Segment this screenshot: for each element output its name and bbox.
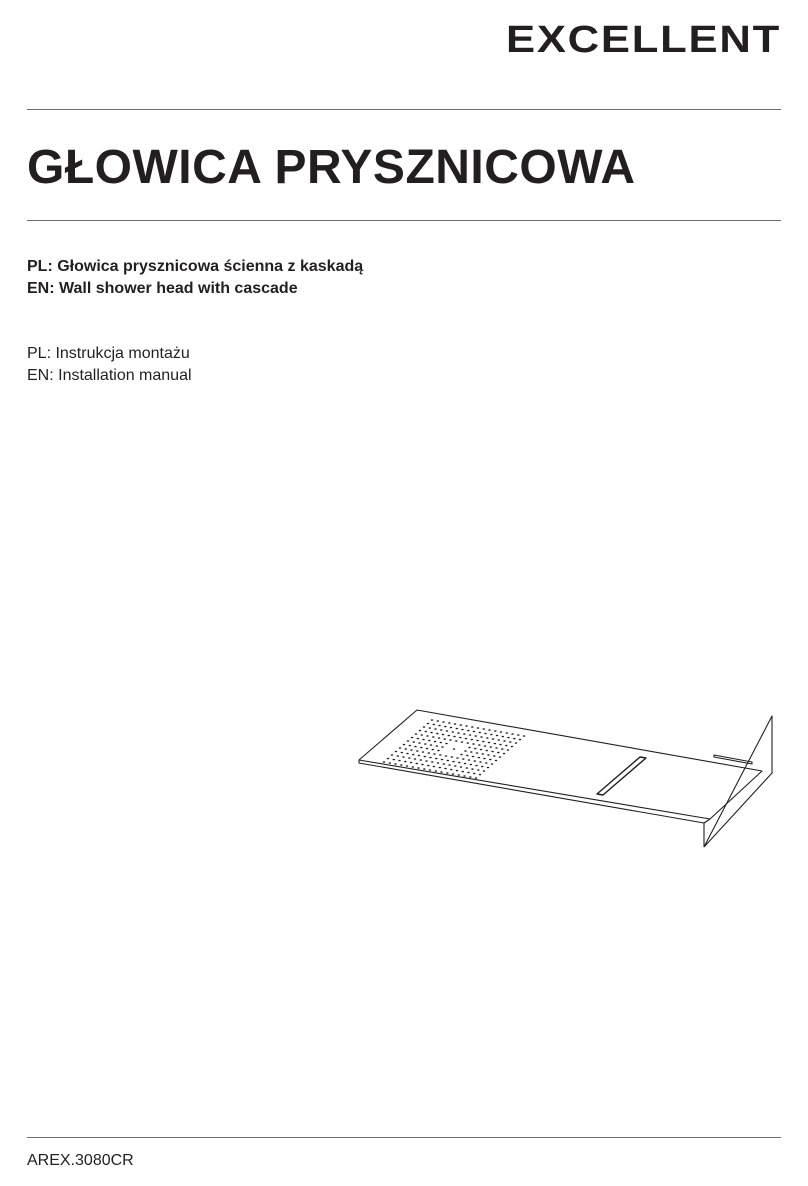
nozzle [425,731,428,733]
nozzle [493,755,496,757]
nozzle [496,735,499,737]
nozzle [456,770,459,772]
nozzle [403,744,406,746]
nozzle [421,764,424,766]
nozzle [437,750,440,752]
nozzle [422,739,425,741]
nozzle [460,766,463,768]
nozzle [415,733,418,735]
nozzle [471,739,474,741]
nozzle [469,776,472,778]
nozzle [495,747,498,749]
nozzle [478,757,481,759]
nozzle [397,755,400,757]
brand-logo-text: EXCELLENT [506,19,781,59]
nozzle [476,740,479,742]
nozzle [414,758,417,760]
nozzle [430,744,433,746]
nozzle [391,754,394,756]
nozzle [505,745,508,747]
nozzle [494,730,497,732]
nozzle [460,754,463,756]
nozzle [400,764,403,766]
nozzle [444,738,447,740]
nozzle [477,727,480,729]
nozzle [451,756,454,758]
nozzle [460,724,463,726]
divider-title [27,220,781,221]
nozzle [455,740,458,742]
nozzle [427,765,430,767]
nozzle [484,733,487,735]
product-name-pl: PL: Głowica prysznicowa ścienna z kaskadą [27,258,364,275]
nozzle [439,754,442,756]
nozzle [410,749,413,751]
nozzle [402,756,405,758]
nozzle [439,767,442,769]
cascade-slot [597,757,646,795]
nozzle [476,752,479,754]
nozzle [414,746,417,748]
nozzle [486,737,489,739]
page-title: GŁOWICA PRYSZNICOWA [27,141,636,194]
nozzle [479,774,482,776]
nozzle [475,777,478,779]
nozzle [501,748,504,750]
nozzle [418,742,421,744]
nozzle [461,741,464,743]
nozzle [462,771,465,773]
nozzle [466,755,469,757]
nozzle [394,763,397,765]
nozzle [387,758,390,760]
nozzle [500,731,503,733]
nozzle [410,762,413,764]
nozzle [416,750,419,752]
nozzle [442,734,445,736]
wall-connector [714,755,752,764]
nozzle [465,738,468,740]
nozzle [408,757,411,759]
nozzle [424,756,427,758]
nozzle [445,743,448,745]
panel-front-edge [359,760,710,823]
nozzle [507,737,510,739]
nozzle [464,750,467,752]
nozzle [471,726,474,728]
nozzle [409,745,412,747]
nozzle [488,742,491,744]
nozzle [469,734,472,736]
nozzle [491,751,494,753]
nozzle [420,747,423,749]
nozzle [445,755,448,757]
nozzle [422,751,425,753]
nozzle [473,773,476,775]
nozzle [440,729,443,731]
nozzle [482,753,485,755]
nozzle [448,764,451,766]
nozzle [499,744,502,746]
nozzle [437,762,440,764]
nozzle [465,725,468,727]
nozzle [417,738,420,740]
nozzle [433,753,436,755]
nozzle [463,775,466,777]
nozzle [480,736,483,738]
nozzle [475,735,478,737]
nozzle [464,763,467,765]
brand-logo [506,19,781,59]
nozzle [462,758,465,760]
nozzle [393,759,396,761]
nozzle [479,761,482,763]
nozzle-grid [383,719,526,779]
nozzle [511,746,514,748]
divider-bottom [27,1137,781,1138]
nozzle [423,726,426,728]
nozzle [440,742,443,744]
nozzle [497,752,500,754]
nozzle [447,760,450,762]
nozzle [461,729,464,731]
nozzle [404,761,407,763]
nozzle [411,737,414,739]
nozzle [507,749,510,751]
nozzle [395,751,398,753]
nozzle [438,725,441,727]
nozzle [424,743,427,745]
nozzle [418,755,421,757]
nozzle [467,730,470,732]
nozzle [494,743,497,745]
nozzle [405,748,408,750]
nozzle [466,767,469,769]
nozzle [434,728,437,730]
nozzle [435,770,438,772]
nozzle [471,768,474,770]
nozzle [432,736,435,738]
nozzle [454,765,457,767]
nozzle [473,731,476,733]
nozzle [502,736,505,738]
nozzle [490,746,493,748]
nozzle [474,748,477,750]
nozzle [426,735,429,737]
nozzle [468,759,471,761]
nozzle [495,760,498,762]
nozzle [490,734,493,736]
nozzle [513,738,516,740]
nozzle [435,758,438,760]
nozzle [441,746,444,748]
nozzle [480,749,483,751]
nozzle [448,722,451,724]
nozzle [452,731,455,733]
nozzle [429,757,432,759]
nozzle [438,737,441,739]
nozzle [441,759,444,761]
nozzle [444,726,447,728]
nozzle [470,751,473,753]
nozzle [444,768,447,770]
nozzle [482,741,485,743]
nozzle [509,741,512,743]
nozzle [515,742,518,744]
nozzle [479,732,482,734]
nozzle [412,766,415,768]
nozzle [449,739,452,741]
nozzle [434,741,437,743]
nozzle [421,734,424,736]
nozzle [452,773,455,775]
nozzle [436,733,439,735]
nozzle [499,756,502,758]
nozzle [450,727,453,729]
nozzle [483,770,486,772]
nozzle [472,756,475,758]
nozzle [463,733,466,735]
panel-top [359,710,762,819]
nozzle [419,730,422,732]
nozzle [503,740,506,742]
manual-type-pl: PL: Instrukcja montażu [27,345,190,362]
nozzle [488,729,491,731]
nozzle [487,754,490,756]
nozzle [437,720,440,722]
nozzle [519,739,522,741]
nozzle [416,763,419,765]
nozzle [431,761,434,763]
nozzle [448,735,451,737]
nozzle [430,732,433,734]
manual-type-en: EN: Installation manual [27,367,192,384]
nozzle [431,719,434,721]
divider-top [27,109,781,110]
nozzle [454,723,457,725]
nozzle [383,761,386,763]
nozzle [399,747,402,749]
nozzle [511,733,514,735]
nozzle [468,747,471,749]
nozzle [453,736,456,738]
nozzle [483,728,486,730]
nozzle [428,752,431,754]
nozzle [459,737,462,739]
nozzle [452,761,455,763]
nozzle [492,738,495,740]
nozzle [446,730,449,732]
nozzle [407,740,410,742]
nozzle [428,740,431,742]
nozzle [523,735,526,737]
nozzle [423,768,426,770]
nozzle [406,765,409,767]
nozzle [503,753,506,755]
wall-plate [704,716,772,847]
nozzle [443,763,446,765]
nozzle [472,743,475,745]
nozzle [458,774,461,776]
product-code: AREX.3080CR [27,1152,134,1169]
nozzle [484,745,487,747]
nozzle [442,721,445,723]
nozzle [478,744,481,746]
nozzle [398,760,401,762]
nozzle [506,732,509,734]
nozzle [453,748,456,750]
nozzle [433,766,436,768]
nozzle [446,772,449,774]
nozzle [467,772,470,774]
product-name-en: EN: Wall shower head with cascade [27,280,298,297]
nozzle [432,749,435,751]
nozzle [456,728,459,730]
nozzle [417,767,420,769]
nozzle [457,732,460,734]
nozzle [458,762,461,764]
nozzle [450,769,453,771]
nozzle [401,752,404,754]
brand-logo-wordmark [506,19,781,59]
nozzle [426,748,429,750]
nozzle [436,745,439,747]
nozzle [470,764,473,766]
nozzle [440,771,443,773]
nozzle [412,754,415,756]
nozzle [481,766,484,768]
shower-head-illustration [354,700,778,860]
nozzle [467,742,470,744]
nozzle [489,759,492,761]
nozzle [486,750,489,752]
nozzle [413,741,416,743]
nozzle [429,769,432,771]
nozzle [483,758,486,760]
nozzle [517,734,520,736]
nozzle [475,765,478,767]
nozzle [406,753,409,755]
nozzle [498,739,501,741]
nozzle [425,760,428,762]
nozzle [487,767,490,769]
nozzle [491,763,494,765]
nozzle [389,762,392,764]
nozzle [456,757,459,759]
nozzle [420,759,423,761]
nozzle [427,723,430,725]
nozzle [429,727,432,729]
nozzle [477,769,480,771]
nozzle [474,760,477,762]
nozzle [485,762,488,764]
nozzle [433,724,436,726]
